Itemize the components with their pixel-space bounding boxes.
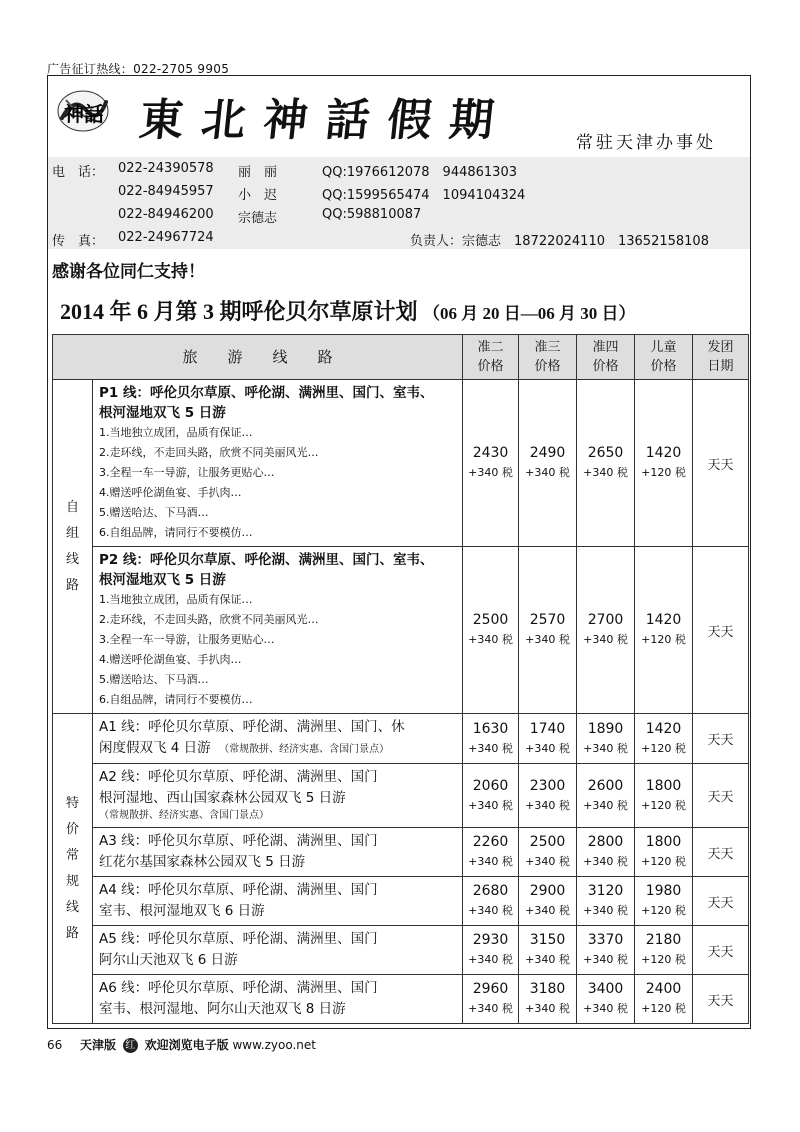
logo-text: 神話 bbox=[64, 102, 104, 126]
price-cell: 2680 +340 税 bbox=[463, 877, 519, 926]
header-child-price: 儿童 价格 bbox=[635, 335, 693, 380]
child-price-cell: 1980 +120 税 bbox=[635, 877, 693, 926]
price-cell: 2260 +340 税 bbox=[463, 828, 519, 877]
price-cell: 2490 +340 税 bbox=[519, 380, 577, 547]
plan-title bbox=[60, 295, 636, 326]
departure-cell: 天天 bbox=[693, 547, 749, 714]
contact-person: 丽 丽 bbox=[238, 165, 278, 180]
table-row bbox=[53, 547, 749, 714]
contact-block bbox=[48, 157, 750, 249]
table-row bbox=[53, 877, 749, 926]
route-a2: A2 线：呼伦贝尔草原、呼伦湖、满洲里、国门 根河湿地、西山国家森林公园双飞 5 日游 （常规散拼、经济实惠、含国门景点） bbox=[93, 764, 463, 828]
table-row bbox=[53, 714, 749, 764]
price-cell: 3150 +340 税 bbox=[519, 926, 577, 975]
fax-label: 传 真： bbox=[52, 234, 105, 249]
price-cell: 2600 +340 税 bbox=[577, 764, 635, 828]
price-cell: 3400 +340 税 bbox=[577, 975, 635, 1024]
child-price-cell: 1800 +120 税 bbox=[635, 828, 693, 877]
header-departure: 发团 日期 bbox=[693, 335, 749, 380]
route-a4: A4 线：呼伦贝尔草原、呼伦湖、满洲里、国门 室韦、根河湿地双飞 6 日游 bbox=[93, 877, 463, 926]
edition-badge-icon: 红 bbox=[123, 1038, 138, 1053]
price-cell: 2570 +340 税 bbox=[519, 547, 577, 714]
category-special: 特 价 常 规 线 路 bbox=[53, 714, 93, 1024]
price-cell: 3120 +340 税 bbox=[577, 877, 635, 926]
header-route: 旅 游 线 路 bbox=[53, 335, 463, 380]
departure-cell: 天天 bbox=[693, 380, 749, 547]
price-cell: 2430 +340 税 bbox=[463, 380, 519, 547]
page-number: 66 bbox=[47, 1038, 63, 1052]
contact-person: 小 迟 bbox=[238, 188, 278, 203]
table-row bbox=[53, 764, 749, 828]
plan-date-range: （06 月 20 日—06 月 30 日） bbox=[423, 304, 636, 323]
price-cell: 2500 +340 税 bbox=[519, 828, 577, 877]
route-a1: A1 线：呼伦贝尔草原、呼伦湖、满洲里、国门、休 闲度假双飞 4 日游 （常规散拼、经济实惠、含国门景点） bbox=[93, 714, 463, 764]
edition-label: 天津版 bbox=[79, 1038, 116, 1052]
departure-cell: 天天 bbox=[693, 714, 749, 764]
logo bbox=[56, 88, 110, 134]
phone-number: 022-84946200 bbox=[118, 207, 214, 222]
child-price-cell: 2400 +120 税 bbox=[635, 975, 693, 1024]
child-price-cell: 1420 +120 税 bbox=[635, 547, 693, 714]
plan-title-text: 2014 年 6 月第 3 期呼伦贝尔草原计划 bbox=[60, 299, 418, 324]
price-cell: 2900 +340 税 bbox=[519, 877, 577, 926]
brand-name: 東北神話假期 bbox=[136, 95, 515, 146]
child-price-cell: 1420 +120 税 bbox=[635, 714, 693, 764]
route-a3: A3 线：呼伦贝尔草原、呼伦湖、满洲里、国门 红花尔基国家森林公园双飞 5 日游 bbox=[93, 828, 463, 877]
table-row bbox=[53, 926, 749, 975]
route-p1: P1 线：呼伦贝尔草原、呼伦湖、满洲里、国门、室韦、 根河湿地双飞 5 日游 1.当地独立成团，品质有保证… 2.走环线，不走回头路，欣赏不同美丽风光… 3.全程一车一导游，让服务更贴心… 4.赠送呼伦湖鱼宴、手扒肉… 5.赠送哈达、下马酒… 6.自组品牌，请同行不要模仿… bbox=[93, 380, 463, 547]
browse-label: 欢迎浏览电子版 bbox=[144, 1038, 229, 1052]
manager-contact: 负责人：宗德志 18722024110 13652158108 bbox=[410, 234, 709, 249]
departure-cell: 天天 bbox=[693, 764, 749, 828]
header-price-4: 准四 价格 bbox=[577, 335, 635, 380]
contact-qq: QQ:1976612078 944861303 bbox=[322, 165, 517, 180]
header-price-2: 准二 价格 bbox=[463, 335, 519, 380]
phone-label: 电 话： bbox=[52, 165, 105, 180]
departure-cell: 天天 bbox=[693, 975, 749, 1024]
thanks-banner: 感谢各位同仁支持！ bbox=[52, 262, 205, 282]
route-price-table bbox=[52, 334, 749, 1024]
departure-cell: 天天 bbox=[693, 926, 749, 975]
phone-number: 022-24390578 bbox=[118, 161, 214, 176]
child-price-cell: 1800 +120 税 bbox=[635, 764, 693, 828]
price-cell: 2700 +340 税 bbox=[577, 547, 635, 714]
price-cell: 2800 +340 税 bbox=[577, 828, 635, 877]
departure-cell: 天天 bbox=[693, 877, 749, 926]
price-cell: 3180 +340 税 bbox=[519, 975, 577, 1024]
ad-hotline: 广告征订热线：022-2705 9905 bbox=[47, 62, 230, 76]
website-link[interactable]: www.zyoo.net bbox=[232, 1038, 316, 1052]
price-cell: 2930 +340 税 bbox=[463, 926, 519, 975]
table-row bbox=[53, 828, 749, 877]
price-cell: 1740 +340 税 bbox=[519, 714, 577, 764]
price-cell: 2060 +340 税 bbox=[463, 764, 519, 828]
page-footer bbox=[47, 1036, 316, 1053]
price-cell: 2960 +340 税 bbox=[463, 975, 519, 1024]
child-price-cell: 1420 +120 税 bbox=[635, 380, 693, 547]
child-price-cell: 2180 +120 税 bbox=[635, 926, 693, 975]
contact-qq: QQ:1599565474 1094104324 bbox=[322, 188, 526, 203]
price-cell: 1630 +340 税 bbox=[463, 714, 519, 764]
departure-cell: 天天 bbox=[693, 828, 749, 877]
route-a5: A5 线：呼伦贝尔草原、呼伦湖、满洲里、国门 阿尔山天池双飞 6 日游 bbox=[93, 926, 463, 975]
header-price-3: 准三 价格 bbox=[519, 335, 577, 380]
contact-qq: QQ:598810087 bbox=[322, 207, 422, 222]
table-row bbox=[53, 975, 749, 1024]
contact-person: 宗德志 bbox=[238, 211, 278, 226]
price-cell: 1890 +340 税 bbox=[577, 714, 635, 764]
price-cell: 3370 +340 税 bbox=[577, 926, 635, 975]
table-row bbox=[53, 380, 749, 547]
office-label: 常驻天津办事处 bbox=[576, 133, 716, 153]
price-cell: 2650 +340 税 bbox=[577, 380, 635, 547]
phone-number: 022-84945957 bbox=[118, 184, 214, 199]
route-p2: P2 线：呼伦贝尔草原、呼伦湖、满洲里、国门、室韦、 根河湿地双飞 5 日游 1.当地独立成团，品质有保证… 2.走环线，不走回头路，欣赏不同美丽风光… 3.全程一车一导游，让服务更贴心… 4.赠送呼伦湖鱼宴、手扒肉… 5.赠送哈达、下马酒… 6.自组品牌，请同行不要模仿… bbox=[93, 547, 463, 714]
category-self: 自 组 线 路 bbox=[53, 380, 93, 714]
price-cell: 2500 +340 税 bbox=[463, 547, 519, 714]
price-cell: 2300 +340 税 bbox=[519, 764, 577, 828]
fax-number: 022-24967724 bbox=[118, 230, 214, 245]
table-header-row bbox=[53, 335, 749, 380]
route-a6: A6 线：呼伦贝尔草原、呼伦湖、满洲里、国门 室韦、根河湿地、阿尔山天池双飞 8 日游 bbox=[93, 975, 463, 1024]
